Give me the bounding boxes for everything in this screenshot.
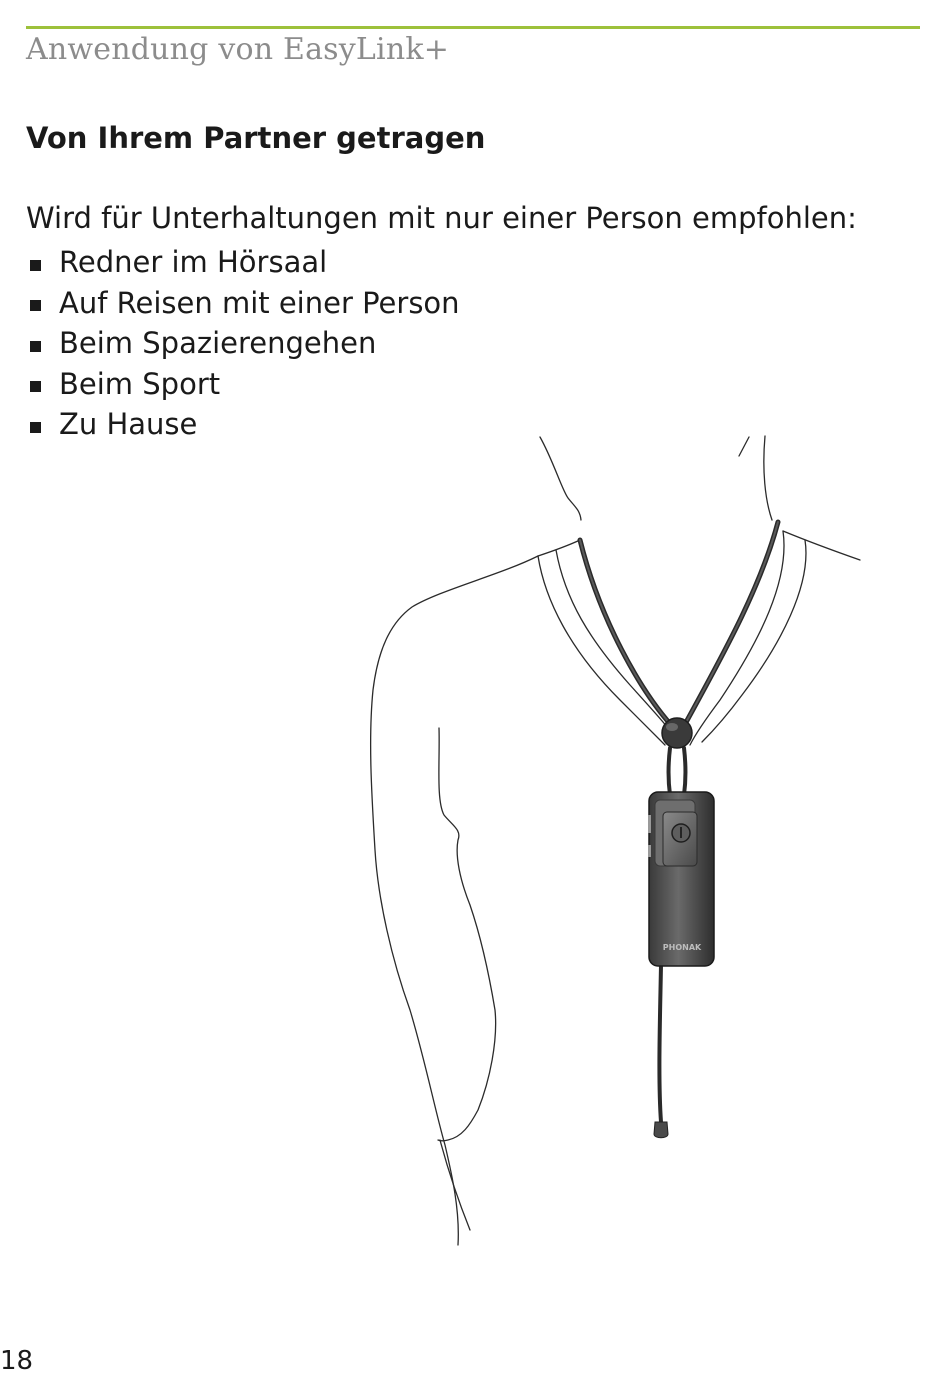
list-item-label: Beim Spazierengehen [59,326,377,360]
page-number: 18 [0,1346,34,1376]
body-outline [371,436,860,1245]
list-item-label: Redner im Hörsaal [59,245,328,279]
page-heading: Von Ihrem Partner getragen [26,121,486,155]
section-title: Anwendung von EasyLink+ [26,32,450,67]
list-item-label: Auf Reisen mit einer Person [59,285,460,320]
list-item-label: Beim Sport [59,366,221,401]
lanyard-bead [662,718,692,748]
lanyard-tip [654,1122,668,1138]
list-item-label: Zu Hause [59,407,198,441]
easylink-device [648,792,714,966]
intro-text: Wird für Unterhaltungen mit nur einer Person empfohlen: [26,201,857,235]
device-logo: PHONAK [662,943,702,952]
